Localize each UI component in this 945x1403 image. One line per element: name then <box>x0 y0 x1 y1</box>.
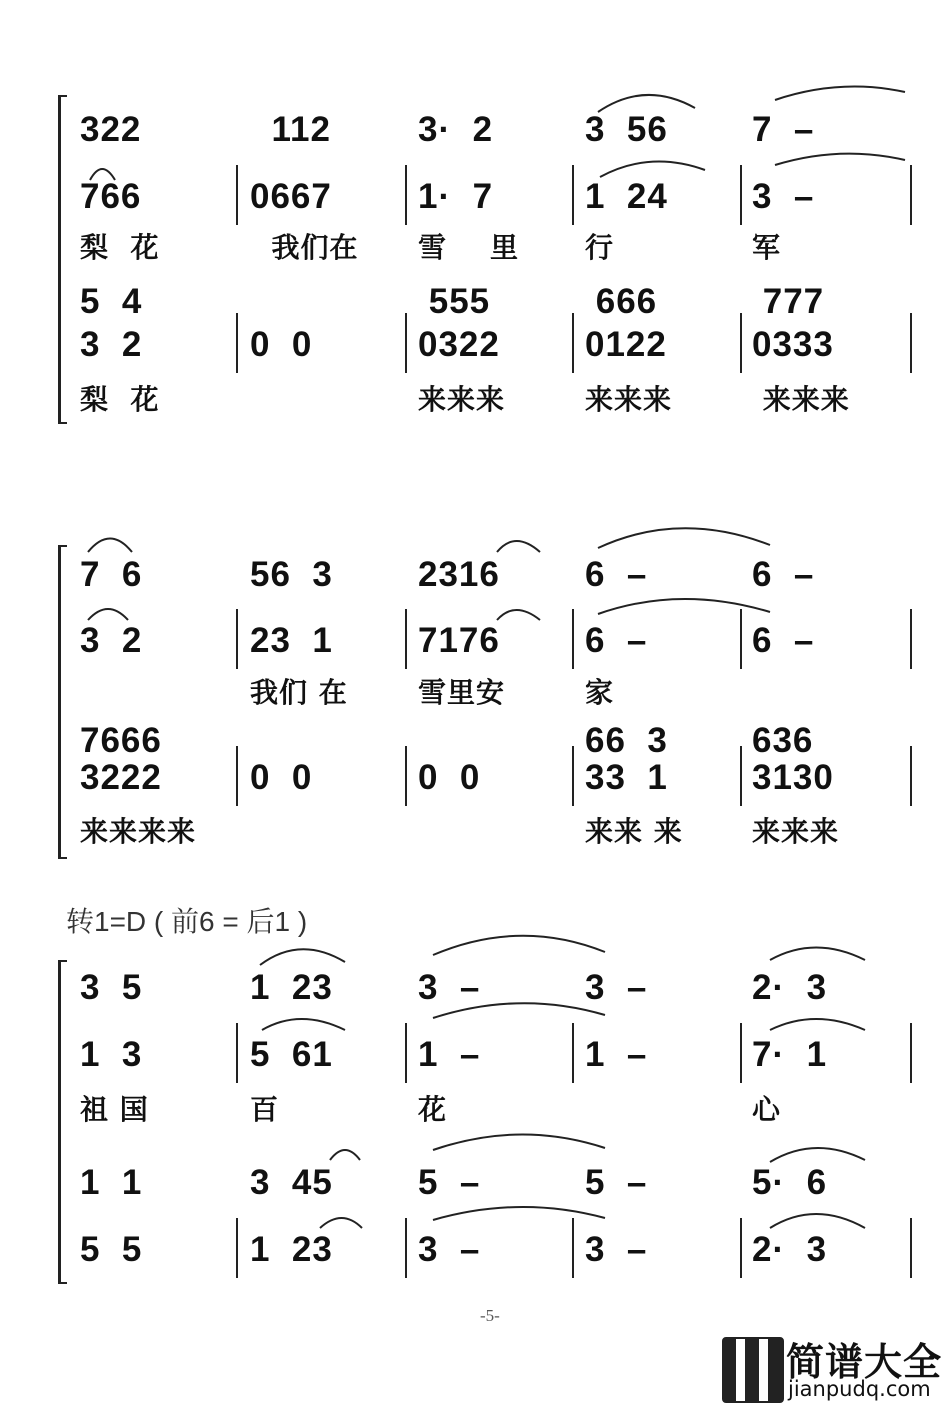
note-measure: 5 5 <box>80 1230 143 1269</box>
note-measure: 3130 <box>752 758 834 797</box>
note-measure: 3 45 <box>250 1163 333 1202</box>
lyric-text: 来来来 <box>752 383 850 416</box>
note-measure: 5· 6 <box>752 1163 828 1202</box>
lyric-text: 来来来 <box>585 383 673 416</box>
lyric-text: 雪 里 <box>418 231 519 264</box>
slur <box>600 161 705 177</box>
note-measure: 7· 1 <box>752 1035 828 1074</box>
page-number: -5- <box>480 1306 500 1325</box>
slur <box>433 1003 605 1018</box>
slur <box>433 936 605 955</box>
lyric-text: 我们 在 <box>250 676 348 709</box>
slur <box>770 1214 865 1228</box>
slur <box>775 87 905 100</box>
slur <box>262 1019 345 1030</box>
note-measure: 3· 2 <box>418 110 494 149</box>
note-measure: 1 – <box>418 1035 481 1074</box>
note-measure: 636 <box>752 721 814 760</box>
note-measure: 3 – <box>585 1230 648 1269</box>
note-measure: 1 1 <box>80 1163 143 1202</box>
slur <box>770 1148 865 1162</box>
note-measure: 0333 <box>752 325 834 364</box>
lyric-text: 我们在 <box>250 231 359 264</box>
note-measure: 7666 <box>80 721 162 760</box>
note-measure: 112 <box>250 110 331 149</box>
slur <box>88 609 128 620</box>
note-measure: 2· 3 <box>752 1230 828 1269</box>
lyric-text: 花 <box>418 1093 448 1126</box>
note-measure: 3 – <box>418 968 481 1007</box>
note-measure: 66 3 <box>585 721 668 760</box>
note-measure: 3 5 <box>80 968 143 1007</box>
note-measure: 5 – <box>418 1163 481 1202</box>
lyric-text: 雪里安 <box>418 676 506 709</box>
lyric-text: 军 <box>752 231 782 264</box>
note-measure: 2· 3 <box>752 968 828 1007</box>
note-measure: 5 4 <box>80 282 143 321</box>
lyric-text: 梨 花 <box>80 383 160 416</box>
note-measure: 6 – <box>585 621 648 660</box>
note-measure: 0 0 <box>418 758 481 797</box>
note-measure: 1 3 <box>80 1035 143 1074</box>
note-measure: 23 1 <box>250 621 333 660</box>
logo-title: 简谱大全 <box>786 1340 943 1384</box>
note-measure: 0122 <box>585 325 667 364</box>
lyric-text: 来来来 <box>418 383 506 416</box>
note-measure: 1· 7 <box>418 177 494 216</box>
lyric-text: 来来来来 <box>80 815 197 848</box>
note-measure: 1 – <box>585 1035 648 1074</box>
site-logo <box>722 1335 944 1401</box>
slur <box>330 1150 360 1160</box>
note-measure: 7176 <box>418 621 500 660</box>
note-measure: 666 <box>585 282 658 321</box>
slur <box>260 949 345 965</box>
logo-url: jianpudq.com <box>788 1377 931 1401</box>
note-measure: 3 – <box>752 177 815 216</box>
slur <box>90 169 115 180</box>
note-measure: 0667 <box>250 177 332 216</box>
note-measure: 7 6 <box>80 555 143 594</box>
lyric-text: 梨 花 <box>80 231 160 264</box>
note-measure: 1 23 <box>250 968 333 1007</box>
slur <box>775 154 905 165</box>
lyric-text: 行 <box>585 231 615 264</box>
note-measure: 5 61 <box>250 1035 333 1074</box>
slur <box>497 541 540 552</box>
note-measure: 33 1 <box>585 758 668 797</box>
note-measure: 777 <box>752 282 825 321</box>
slur <box>433 1207 605 1220</box>
note-measure: 6 – <box>752 621 815 660</box>
slur <box>598 95 695 112</box>
note-measure: 0 0 <box>250 325 313 364</box>
lyric-text: 祖 国 <box>80 1093 149 1126</box>
note-measure: 5 – <box>585 1163 648 1202</box>
lyric-text: 来来来 <box>752 815 840 848</box>
note-measure: 2316 <box>418 555 500 594</box>
slur <box>770 1019 865 1030</box>
slur <box>598 599 770 614</box>
note-measure: 3222 <box>80 758 162 797</box>
note-measure: 1 24 <box>585 177 668 216</box>
note-measure: 3 2 <box>80 325 143 364</box>
slur <box>433 1134 605 1150</box>
note-measure: 322 <box>80 110 142 149</box>
slur <box>320 1218 362 1228</box>
piano-keys-icon <box>722 1337 784 1403</box>
slur <box>770 948 865 961</box>
note-measure: 3 – <box>585 968 648 1007</box>
note-measure: 0322 <box>418 325 500 364</box>
slur <box>88 539 132 553</box>
note-measure: 3 56 <box>585 110 668 149</box>
slur <box>497 610 540 620</box>
note-measure: 555 <box>418 282 491 321</box>
lyric-text: 百 <box>250 1093 280 1126</box>
lyric-text: 心 <box>752 1093 782 1126</box>
lyric-text: 来来 来 <box>585 815 683 848</box>
note-measure: 3 2 <box>80 621 143 660</box>
note-measure: 6 – <box>752 555 815 594</box>
note-measure: 0 0 <box>250 758 313 797</box>
key-change-label: 转1=D ( 前6 = 后1 ) <box>66 906 308 937</box>
note-measure: 766 <box>80 177 142 216</box>
note-measure: 7 – <box>752 110 815 149</box>
note-measure: 1 23 <box>250 1230 333 1269</box>
lyric-text: 家 <box>585 676 615 709</box>
note-measure: 6 – <box>585 555 648 594</box>
slur <box>598 528 770 548</box>
note-measure: 3 – <box>418 1230 481 1269</box>
note-measure: 56 3 <box>250 555 333 594</box>
